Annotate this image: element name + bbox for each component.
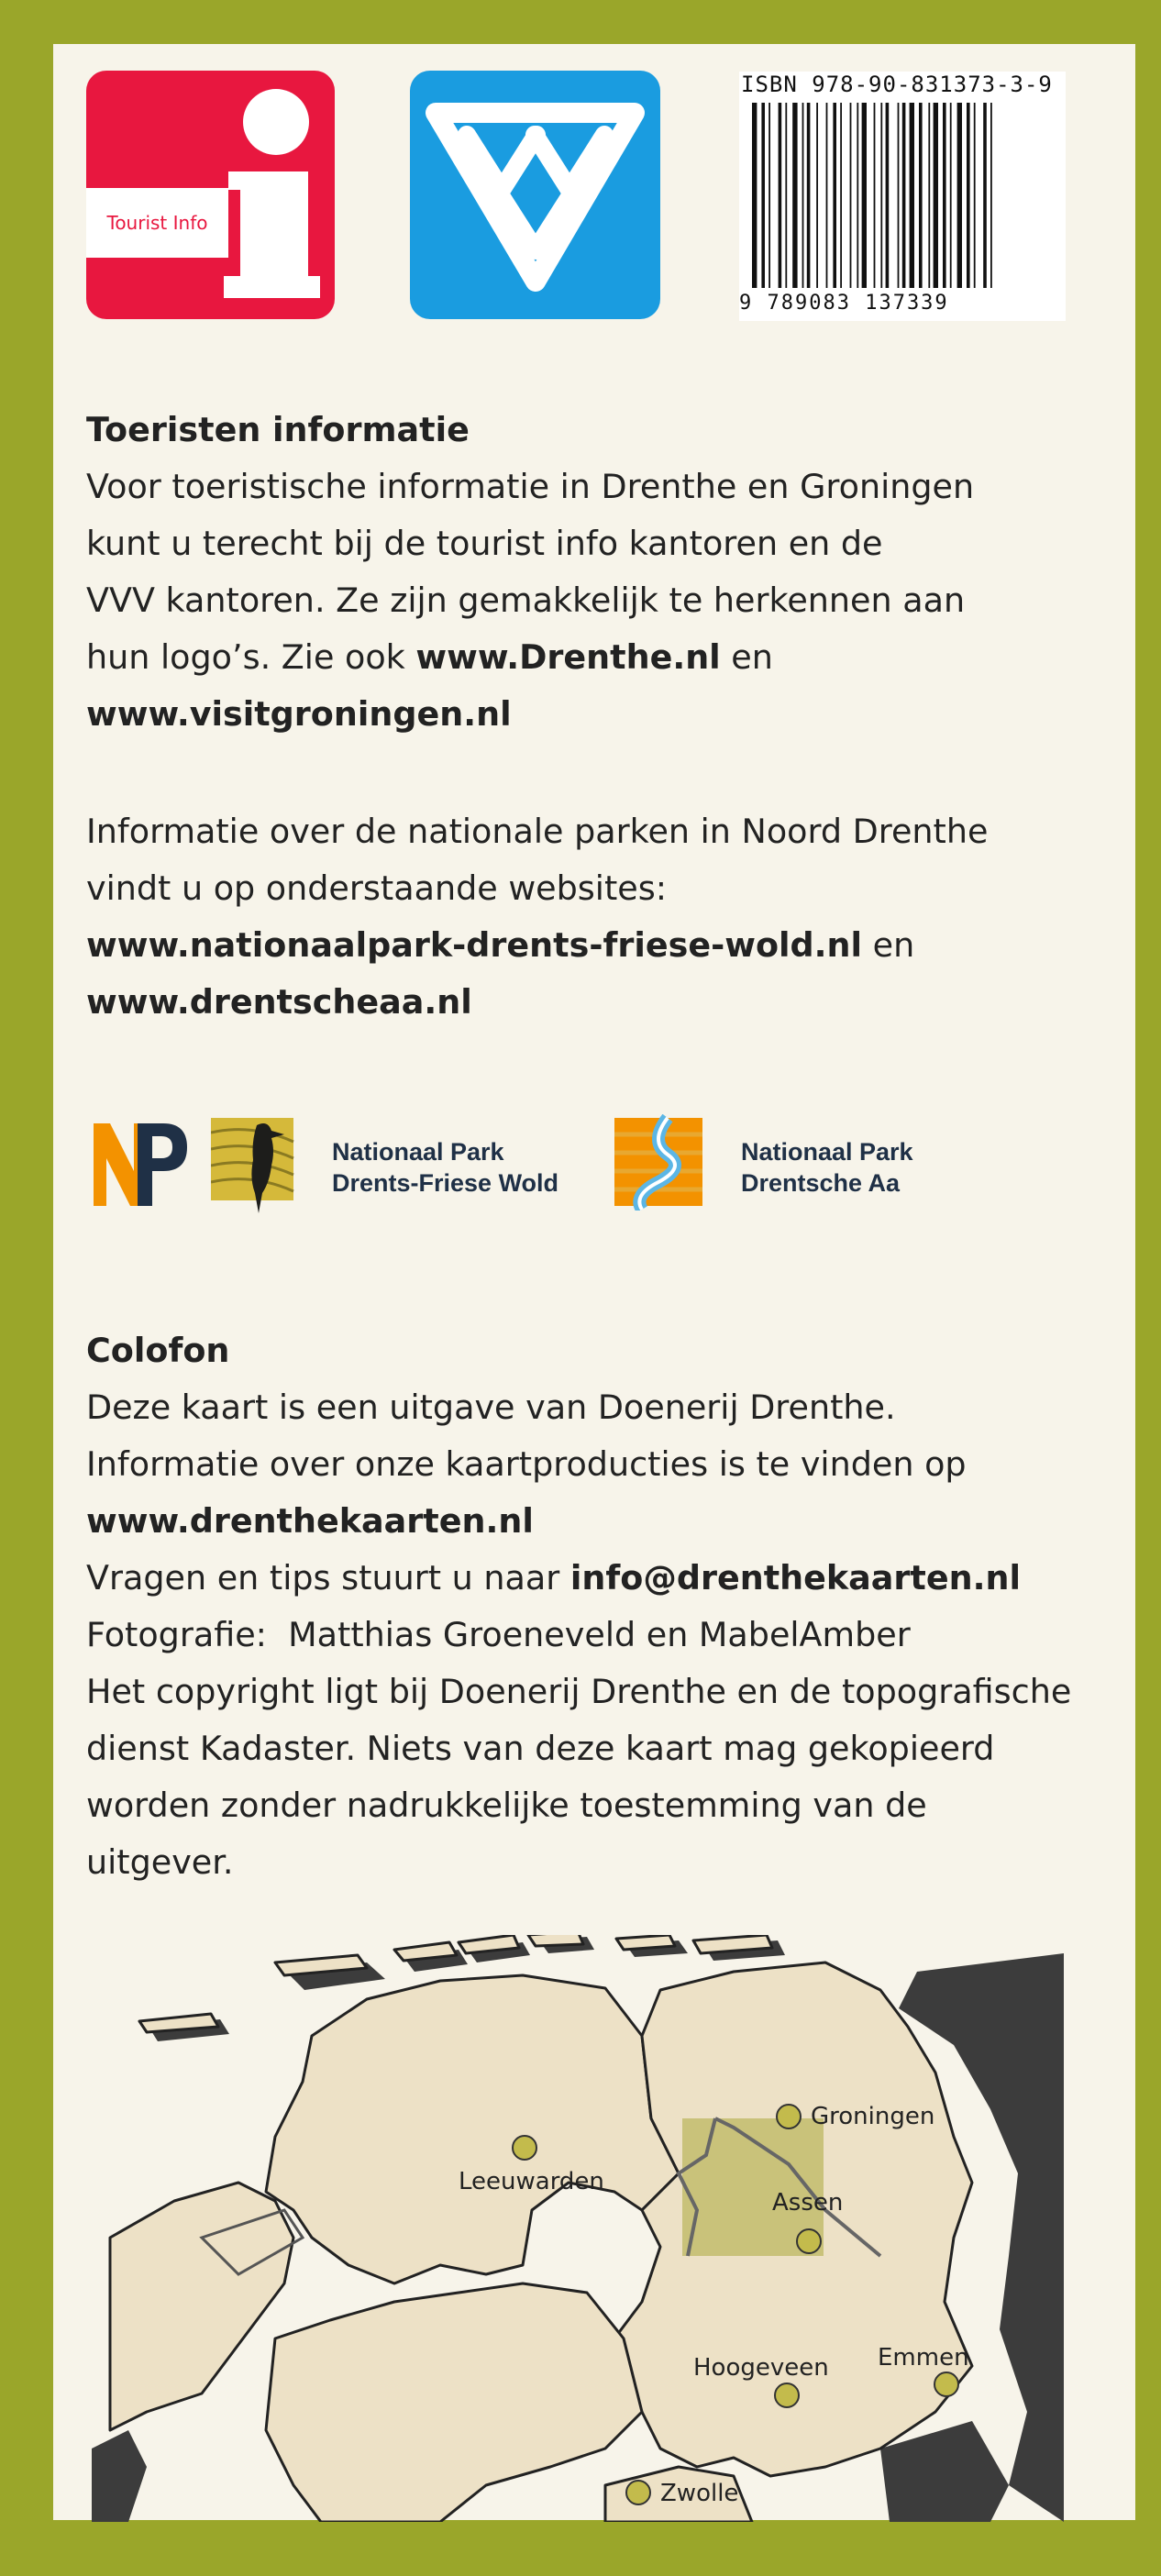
np-logo [90,1118,191,1210]
colophon-heading: Colofon [86,1331,230,1370]
barcode-bar [826,103,828,288]
city-label-hoogeveen: Hoogeveen [693,2354,829,2382]
text-line: hun logo’s. Zie ook www.Drenthe.nl en [86,637,773,677]
barcode-bar [768,103,770,288]
barcode-bar [898,103,900,288]
river-icon [614,1114,706,1211]
city-label-assen: Assen [772,2189,844,2217]
ean-number: 9 789083 137339 [739,292,949,315]
barcode-bar [785,103,787,288]
text-line: kunt u terecht bij de tourist info kantoren en de [86,524,883,563]
leeuwarden-dot [513,2136,536,2160]
text-line: www.nationaalpark-drents-friese-wold.nl en [86,925,915,965]
barcode-bar [943,103,946,288]
text-line: worden zonder nadrukkelijke toestemming van de [86,1786,927,1825]
info-dot [243,89,309,155]
tourist-info-section [86,402,1122,743]
tourist-info-logo [86,71,335,319]
np-badge-icon [90,1118,191,1210]
colophon-section [86,1322,1122,1891]
text-line: dienst Kadaster. Niets van deze kaart mag gekopieerd [86,1729,995,1768]
barcode-bar [761,103,765,288]
barcode-bar [802,103,804,288]
region-map [92,1935,1100,2522]
tourist-info-label: Tourist Info [86,188,228,258]
isbn-barcode [739,72,1066,321]
text-line: Vragen en tips stuurt u naar info@drenthekaarten.nl [86,1558,1021,1598]
text-line: Informatie over de nationale parken in Noord Drenthe [86,812,989,851]
woodpecker-icon [211,1114,295,1215]
text-line: VVV kantoren. Ze zijn gemakkelijk te herkennen aan [86,580,966,620]
text-line: uitgever. [86,1842,234,1882]
drentsche-aa-label: Nationaal Park Drentsche Aa [741,1138,913,1197]
map-land [110,1935,972,2522]
barcode-bar [840,103,842,288]
visitgroningen-link[interactable]: www.visitgroningen.nl [86,694,512,734]
dfw-label: Nationaal Park Drents-Friese Wold [332,1138,559,1197]
barcode-bar [974,103,976,288]
barcode-bar [983,103,987,288]
text-line: vindt u op onderstaande websites: [86,868,668,908]
text-line: Het copyright ligt bij Doenerij Drenthe en de topografische [86,1672,1072,1711]
text-line: Fotografie: Matthias Groeneveld en MabelAmber [86,1615,911,1654]
tourist-info-heading: Toeristen informatie [86,410,470,449]
barcode-bar [779,103,782,288]
barcode-bar [792,103,797,288]
drenthekaarten-link[interactable]: www.drenthekaarten.nl [86,1501,534,1541]
barcode-bar [807,103,811,288]
barcode-bar [816,103,818,288]
assen-dot [797,2229,821,2253]
barcode-bar [957,103,962,288]
text-line: Voor toeristische informatie in Drenthe en Groningen [86,467,975,506]
city-label-leeuwarden: Leeuwarden [459,2168,604,2195]
national-parks-section [86,803,1122,1031]
barcode-bar [857,103,858,288]
city-label-groningen: Groningen [811,2103,935,2130]
barcode-bar [990,103,992,288]
barcode-bar [928,103,930,288]
zwolle-dot [626,2481,650,2504]
barcode-bar [886,103,890,288]
vvv-mark-icon [410,71,660,319]
city-label-zwolle: Zwolle [660,2480,739,2507]
vvv-logo [410,71,660,319]
city-label-emmen: Emmen [878,2344,969,2371]
barcode-bar [862,103,867,288]
barcode-bar [950,103,952,288]
groningen-dot [777,2105,801,2128]
barcode-bar [752,103,757,288]
drentscheaa-link[interactable]: www.drentscheaa.nl [86,982,472,1022]
drentsche-aa-logo [614,1114,706,1211]
woodpecker-logo [211,1114,295,1215]
barcode-bar [919,103,923,288]
barcode-bar [850,103,852,288]
isbn-number: ISBN 978-90-831373-3-9 [741,72,1053,97]
barcode-bar [874,103,876,288]
barcode-bar [910,103,914,288]
text-line: Informatie over onze kaartproducties is te vinden op [86,1444,967,1484]
barcode-bars [739,72,1066,321]
drents-friese-wold-link[interactable]: www.nationaalpark-drents-friese-wold.nl [86,925,863,965]
barcode-bar [934,103,938,288]
barcode-bar [833,103,836,288]
national-park-logos [90,1114,1099,1224]
barcode-bar [967,103,970,288]
barcode-bar [880,103,882,288]
emmen-dot [934,2372,958,2396]
email-link[interactable]: info@drenthekaarten.nl [569,1558,1021,1598]
hoogeveen-dot [775,2383,799,2407]
drenthe-link[interactable]: www.Drenthe.nl [415,637,721,677]
text-line: Deze kaart is een uitgave van Doenerij Drenthe. [86,1388,896,1427]
barcode-bar [902,103,906,288]
